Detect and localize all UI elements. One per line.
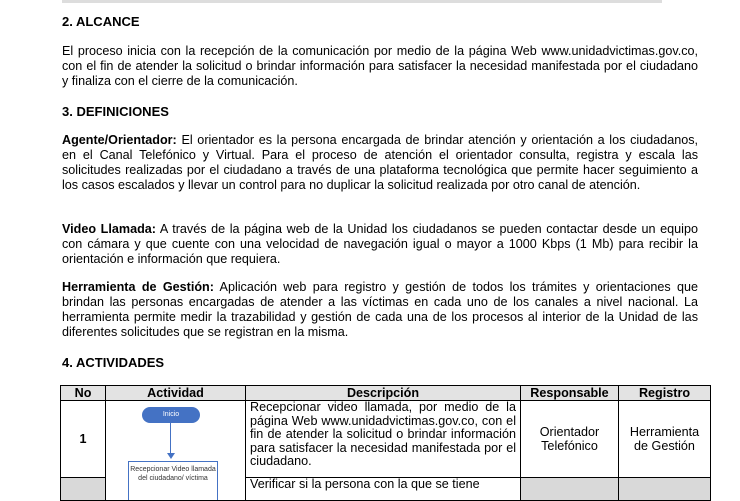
row-responsable bbox=[521, 478, 619, 501]
row-registro bbox=[619, 478, 711, 501]
flowchart-connector bbox=[170, 423, 171, 457]
row-description: Verificar si la persona con la que se tiene bbox=[246, 478, 521, 501]
row-registro: Herramienta de Gestión bbox=[619, 401, 711, 478]
table-header-row bbox=[61, 386, 711, 401]
flowchart-arrow-icon bbox=[167, 453, 175, 459]
definition-term: Agente/Orientador: bbox=[62, 133, 177, 147]
definition-text: Aplicación web para registro y gestión de todos los trámites y orientaciones que brindan las personas encargadas de atender a las víctimas en cada uno de los canales a nivel nacional. La herramienta permite medir la trazabilidad y gestión de cada una de los procesos al interior de la Unidad de las diferentes solicitudes que se registran en la misma. bbox=[62, 280, 698, 339]
row-responsable: Orientador Telefónico bbox=[521, 401, 619, 478]
flowchart-cell bbox=[106, 401, 246, 501]
row-description: Recepcionar video llamada, por medio de la página Web www.unidadvictimas.gov.co, con el fin de atender la solicitud o brindar información para satisfacer la necesidad manifestada por el ciudadano. bbox=[246, 401, 521, 478]
column-header: Registro bbox=[619, 386, 711, 401]
definition-term: Video Llamada: bbox=[62, 222, 156, 236]
paragraph-alcance: El proceso inicia con la recepción de la comunicación por medio de la página Web www.unidadvictimas.gov.co, con el fin de atender la solicitud o brindar información para satisfacer la necesidad manifestada por el ciudadano y finaliza con el cierre de la comunicación. bbox=[62, 44, 698, 88]
definition-text: El orientador es la persona encargada de brindar atención y orientación a los ciudadanos, en el Canal Telefónico y Virtual. Para el proceso de atención el orientador consulta, registra y escala las solicitudes realizadas por el ciudadano a través de una plataforma tecnológica que permite hacer seguimiento a los casos escalados y llevar un control para no duplicar la solicitud realizada por otro canal de atención. bbox=[62, 133, 698, 192]
activities-table bbox=[60, 385, 711, 501]
row-number: 1 bbox=[61, 401, 106, 478]
heading-definiciones: 3. DEFINICIONES bbox=[62, 104, 169, 119]
definition-herramienta bbox=[62, 280, 698, 340]
definition-video-llamada bbox=[62, 222, 698, 267]
row-number bbox=[61, 478, 106, 501]
heading-alcance: 2. ALCANCE bbox=[62, 14, 140, 29]
column-header: Descripción bbox=[246, 386, 521, 401]
column-header: No bbox=[61, 386, 106, 401]
definition-term: Herramienta de Gestión: bbox=[62, 280, 214, 294]
column-header: Responsable bbox=[521, 386, 619, 401]
table-row bbox=[61, 401, 711, 478]
previous-page-edge bbox=[62, 0, 662, 3]
flowchart-process-box: Recepcionar Video llamada del ciudadano/ víctima bbox=[128, 461, 218, 501]
heading-actividades: 4. ACTIVIDADES bbox=[62, 355, 165, 370]
flowchart-start-node: Inicio bbox=[142, 407, 200, 423]
definition-text: A través de la página web de la Unidad los ciudadanos se pueden contactar desde un equipo con cámara y que cuente con una velocidad de navegación igual o mayor a 1000 Kbps (1 Mb) para recibir la orientación e información que requiera. bbox=[62, 222, 698, 266]
definition-agente bbox=[62, 133, 698, 193]
column-header: Actividad bbox=[106, 386, 246, 401]
